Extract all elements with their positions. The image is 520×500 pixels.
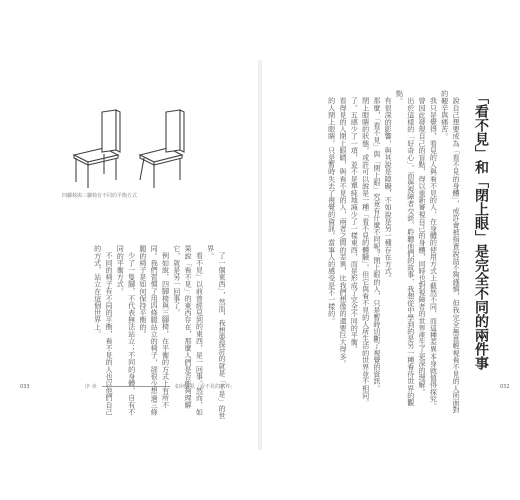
paragraph: 出於這樣的「好奇心」，而與視障者交談、聆聽他們的故事，我想從中學到的是另一種看待世界的觀點。	[395, 90, 416, 406]
paragraph: 了一個東西」，然而，我想要探討的就是「不是」的世界。	[206, 245, 227, 419]
running-head-rule	[102, 386, 170, 387]
paragraph: 了。五感少了一項，並不是單純地減少了一樣東西，而是形成了完全不同的平衡。	[350, 97, 360, 353]
figure-caption: 四腳椅與三腳椅有不同的平衡方式	[62, 193, 138, 199]
paragraph: 看得見的人閉上眼睛，與看不見的人，兩者之間的差異，比我們想像的還要巨大得多。	[339, 97, 349, 367]
paragraph: 那麼，「看不見」與「閉上眼」究竟有什麼不同呢？閉上眼的人，只是暫時切斷了視覺的資訊。	[372, 97, 382, 392]
chair-illustration	[56, 100, 196, 190]
paragraph: 我只是覺得，看見的人與看不見的人，在身體的使用方式上截然不同，而這種差異本身就值得探究。	[429, 97, 439, 410]
paragraph: 的人閉上眼睛，只是暫時失去了視覺的資訊，當事人的感受是不一樣的。	[327, 97, 337, 325]
right-body-text	[302, 90, 462, 420]
page-number-left: 033	[20, 384, 30, 390]
paragraph: 有很深的影響，與其說是障礙，不如說是另一種存在方式。	[384, 97, 394, 282]
right-page	[262, 60, 520, 450]
three-legged-chair	[140, 110, 184, 188]
running-head-section: 序 章	[85, 384, 97, 390]
page-number-right: 032	[500, 384, 510, 390]
left-page	[0, 60, 258, 450]
paragraph: 看不見」以前曾經見到的東西，是一回事。然而，如果說「看不見」的東西存在，那麼人們是否能夠理解它，就是另一回事了。	[172, 245, 205, 416]
paragraph: 曾因此發現自己的盲點，得以重新審視自己的身體，同時也對視障者的世界產生了更深的理解。	[418, 97, 428, 396]
left-body-text	[78, 245, 228, 420]
section-title: 「看不見」和「閉上眼」是完全不同的兩件事	[473, 90, 489, 370]
paragraph: 少了一隻腳，不代表無法站立；不同的身體，自有不同的平衡方式。	[116, 245, 137, 416]
paragraph: 閉上眼睛的狀態，或許可以說是一種「看不見的體驗」，但它與看不見的人所生活的世界並不相同。	[361, 97, 371, 406]
running-head-title: 如何看見「看不見的世界」	[174, 384, 235, 390]
running-head	[85, 383, 235, 390]
four-legged-chair	[74, 110, 120, 188]
paragraph: 說自己想要成為「看不見的身體」，或許會被指責說話不夠謹慎，但我完全無意輕視看不見的人所面對的艱辛與痛苦。	[440, 90, 461, 414]
paragraph: 例如說，四腳椅與三腳椅，在平衡的方式上有所不同。我們習慣了用四條腿站立的椅子，卻很少想過三條腿的椅子是如何保持平衡的。	[138, 245, 171, 416]
paragraph: 不同的椅子有不同的平衡，看不見的人也以他們自己的方式，站立在這個世界上。	[93, 245, 115, 416]
